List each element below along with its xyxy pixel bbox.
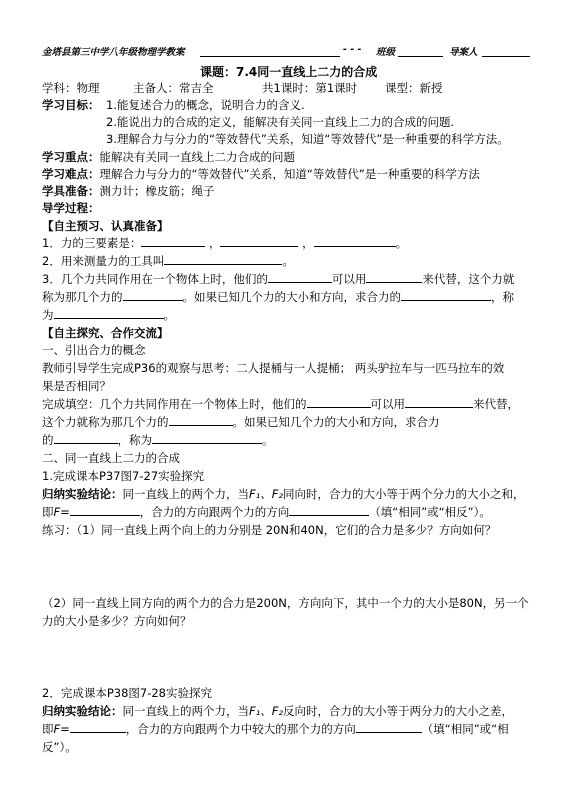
goal-item: 2.能说出力的合成的定义，能解决有关同一直线上二力的合成的问题. — [106, 115, 455, 129]
class-blank — [398, 56, 443, 57]
conclusion-1-line2: 即F= ，合力的方向跟两个力的方向 （填“相同”或“相反”）。 — [42, 505, 491, 519]
subheading-2: 二、同一直线上二力的合成 — [42, 451, 180, 465]
goal-item: 1.能复述合力的概念，说明合力的含义. — [106, 98, 305, 112]
meta-subject: 学科：物理 — [42, 81, 100, 95]
blank[interactable] — [268, 272, 332, 283]
question-3-line2: 称为那几个力的 。如果已知几个力的大小和方向，求合力的 ，称 — [42, 290, 514, 304]
blank[interactable] — [405, 397, 473, 408]
author-blank — [482, 56, 530, 57]
key-point: 学习重点：能解决有关同一直线上二力合成的问题 — [42, 150, 295, 164]
meta-preparer: 主备人：常吉全 — [133, 81, 214, 95]
goals-label: 学习目标： — [42, 98, 100, 112]
blank[interactable] — [123, 290, 183, 301]
experiment-1: 1.完成课本P37图7-27实验探究 — [42, 469, 205, 483]
exercise-2-line1: （2）同一直线上同方向的两个力的合力是200N，方向向下，其中一个力的大小是80N，另一个 — [42, 596, 529, 610]
paragraph-line: 教师引导学生完成P36的观察与思考：二人提桶与一人提桶； 两头驴拉车与一匹马拉车的效 — [42, 361, 505, 375]
conclusion-2-line3: 反”）。 — [42, 740, 77, 754]
exercise-1: 练习：（1）同一直线上两个向上的力分别是 20N和40N，它们的合力是多少？方向如何？ — [42, 523, 497, 537]
blank[interactable] — [220, 236, 298, 247]
meta-hours: 共1课时：第1课时 — [262, 81, 358, 95]
conclusion-1-line1: 归纳实验结论：同一直线上的两个力，当F₁、F₂同向时，合力的大小等于两个分力的大小之和， — [42, 487, 525, 501]
author-label: 导案人 — [449, 47, 478, 58]
blank[interactable] — [152, 433, 262, 444]
blank[interactable] — [54, 433, 118, 444]
question-3-line3: 为 。 — [42, 308, 175, 322]
tools: 学具准备：测力计；橡皮筋；绳子 — [42, 184, 215, 198]
difficulty: 学习难点：理解合力与分力的“等效替代”关系，知道“等效替代”是一种重要的科学方法 — [42, 167, 480, 181]
blank[interactable] — [141, 236, 205, 247]
lesson-title: 课题：7.4同一直线上二力的合成 — [200, 65, 378, 79]
paragraph-line: 果是否相同？ — [42, 379, 111, 393]
blank[interactable] — [70, 722, 126, 733]
experiment-2: 2．完成课本P38图7-28实验探究 — [42, 686, 212, 700]
blank[interactable] — [70, 505, 140, 516]
subheading-1: 一、引出合力的概念 — [42, 343, 146, 357]
question-1: 1．力的三要素是： ， ， 。 — [42, 236, 408, 250]
goal-item: 3.理解合力与分力的“等效替代”关系，知道“等效替代”是一种重要的科学方法。 — [106, 132, 509, 146]
question-3-line1: 3．几个力共同作用在一个物体上时，他们的 可以用 来代替，这个力就 — [42, 272, 515, 286]
meta-type: 课型：新授 — [385, 81, 443, 95]
conclusion-2-line2: 即F= ，合力的方向跟两个力中较大的那个力的方向 （填“相同”或“相 — [42, 722, 509, 736]
header-underline — [200, 56, 340, 57]
class-label: 班级 — [376, 47, 396, 58]
blank[interactable] — [54, 308, 164, 319]
blank[interactable] — [356, 722, 422, 733]
blank[interactable] — [401, 290, 491, 301]
fill-line-1: 完成填空：几个力共同作用在一个物体上时，他们的 可以用 来代替， — [42, 397, 519, 411]
section1-heading: 【自主预习、认真准备】 — [42, 219, 169, 233]
blank[interactable] — [289, 505, 369, 516]
blank[interactable] — [307, 397, 371, 408]
school-header: 金塔县第三中学八年级物理学教案 — [42, 47, 185, 58]
blank[interactable] — [169, 415, 233, 426]
conclusion-2-line1: 归纳实验结论：同一直线上的两个力，当F₁、F₂反向时，合力的大小等于两分力的大小之差， — [42, 704, 513, 718]
blank[interactable] — [314, 236, 396, 247]
process-label: 导学过程： — [42, 201, 100, 215]
question-2: 2．用来测量力的工具叫 。 — [42, 254, 294, 268]
fill-line-3: 的 ，称为 。 — [42, 433, 274, 447]
header-dash: - - - — [343, 44, 362, 55]
fill-line-2: 这个力就称为那几个力的 。如果已知几个力的大小和方向，求合力 — [42, 415, 440, 429]
blank[interactable] — [164, 254, 282, 265]
blank[interactable] — [366, 272, 422, 283]
exercise-2-line2: 力的大小是多少？方向如何？ — [42, 614, 192, 628]
section2-heading: 【自主探究、合作交流】 — [42, 326, 169, 340]
